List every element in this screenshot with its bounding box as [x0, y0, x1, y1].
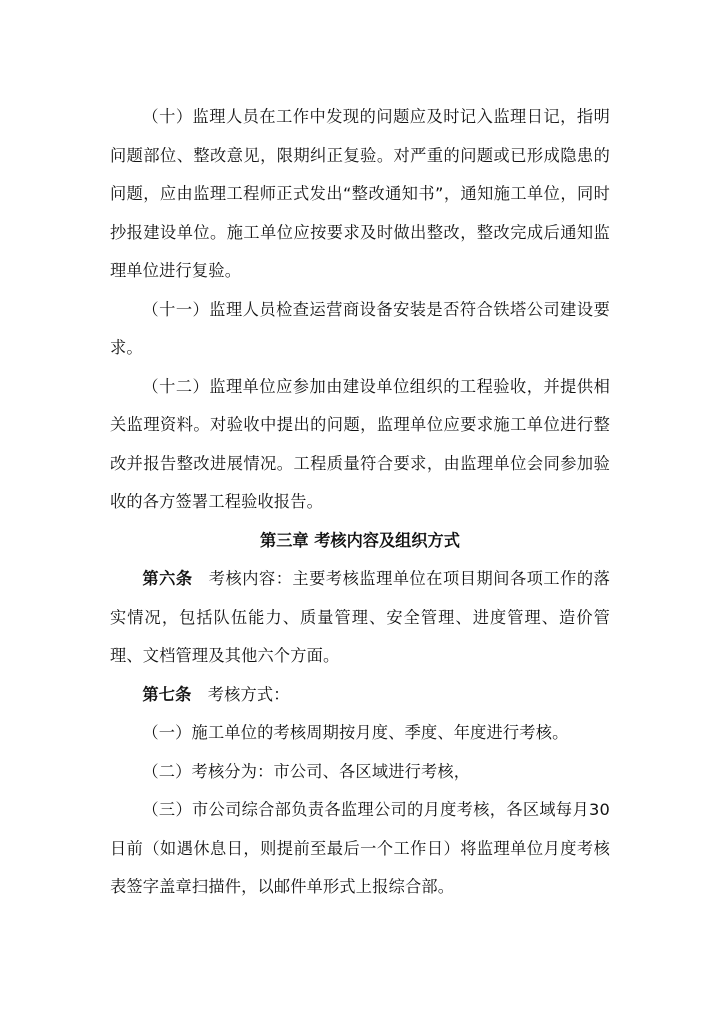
article-7-item-3: （三）市公司综合部负责各监理公司的月度考核，各区域每月30日前（如遇休息日，则提前至最后一个工作日）将监理单位月度考核表签字盖章扫描件，以邮件单形式上报综合部。 [110, 800, 610, 896]
document-page [110, 98, 610, 907]
paragraph-item-10: （十）监理人员在工作中发现的问题应及时记入监理日记，指明问题部位、整改意见，限期纠正复验。对严重的问题或已形成隐患的问题，应由监理工程师正式发出“整改通知书”，通知施工单位，同时抄报建设单位。施工单位应按要求及时做出整改，整改完成后通知监理单位进行复验。 [110, 107, 610, 280]
chapter-title: 第三章 考核内容及组织方式 [260, 530, 460, 550]
article-7-item-1: （一）施工单位的考核周期按月度、季度、年度进行考核。 [142, 723, 569, 742]
article-7-text: 考核方式： [207, 684, 290, 704]
article-6-label: 第六条 [142, 569, 193, 588]
article-7-label: 第七条 [142, 684, 192, 704]
paragraph-item-12: （十二）监理单位应参加由建设单位组织的工程验收，并提供相关监理资料。对验收中提出的问题，监理单位应要求施工单位进行整改并报告整改进展情况。工程质量符合要求，由监理单位会同参加验收的各方签署工程验收报告。 [110, 376, 610, 511]
article-6-text: 考核内容：主要考核监理单位在项目期间各项工作的落实情况，包括队伍能力、质量管理、安全管理、进度管理、造价管理、文档管理及其他六个方面。 [110, 569, 610, 665]
article-7 [110, 676, 610, 715]
article-7-item-2: （二）考核分为：市公司、各区域进行考核， [142, 761, 471, 781]
paragraph-item-11: （十一）监理人员检查运营商设备安装是否符合铁塔公司建设要求。 [110, 299, 610, 357]
article-6 [110, 560, 610, 676]
